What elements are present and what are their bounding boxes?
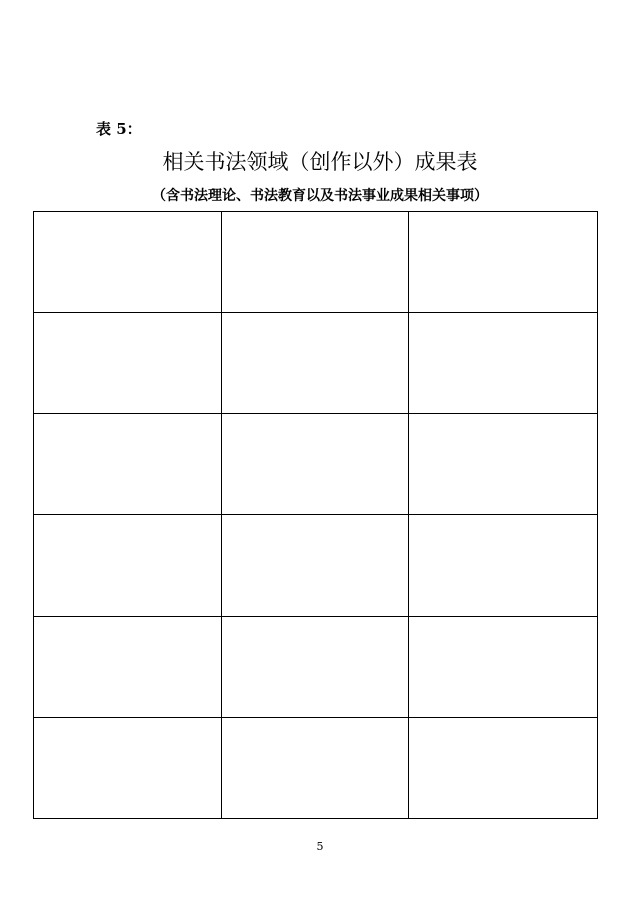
table-cell bbox=[222, 414, 409, 515]
table-cell bbox=[222, 717, 409, 818]
table-row bbox=[34, 616, 598, 717]
page-number: 5 bbox=[316, 840, 324, 853]
achievements-table bbox=[33, 211, 598, 819]
table-cell bbox=[34, 212, 222, 313]
table-cell bbox=[222, 616, 409, 717]
table-row bbox=[34, 515, 598, 616]
table-cell bbox=[34, 414, 222, 515]
page-subtitle: （含书法理论、书法教育以及书法事业成果相关事项） bbox=[152, 188, 488, 204]
table-row bbox=[34, 212, 598, 313]
table-number-label: 表 5： bbox=[96, 120, 142, 138]
page-title: 相关书法领域（创作以外）成果表 bbox=[162, 150, 478, 174]
table-cell bbox=[409, 515, 598, 616]
table-cell bbox=[34, 616, 222, 717]
table-row bbox=[34, 717, 598, 818]
table-cell bbox=[222, 515, 409, 616]
table-cell bbox=[409, 616, 598, 717]
table-cell bbox=[222, 212, 409, 313]
table-cell bbox=[34, 717, 222, 818]
table-row bbox=[34, 313, 598, 414]
table-row bbox=[34, 414, 598, 515]
table-cell bbox=[34, 313, 222, 414]
table-cell bbox=[409, 414, 598, 515]
table-cell bbox=[409, 717, 598, 818]
table-cell bbox=[409, 313, 598, 414]
table-cell bbox=[34, 515, 222, 616]
table-cell bbox=[222, 313, 409, 414]
table-cell bbox=[409, 212, 598, 313]
